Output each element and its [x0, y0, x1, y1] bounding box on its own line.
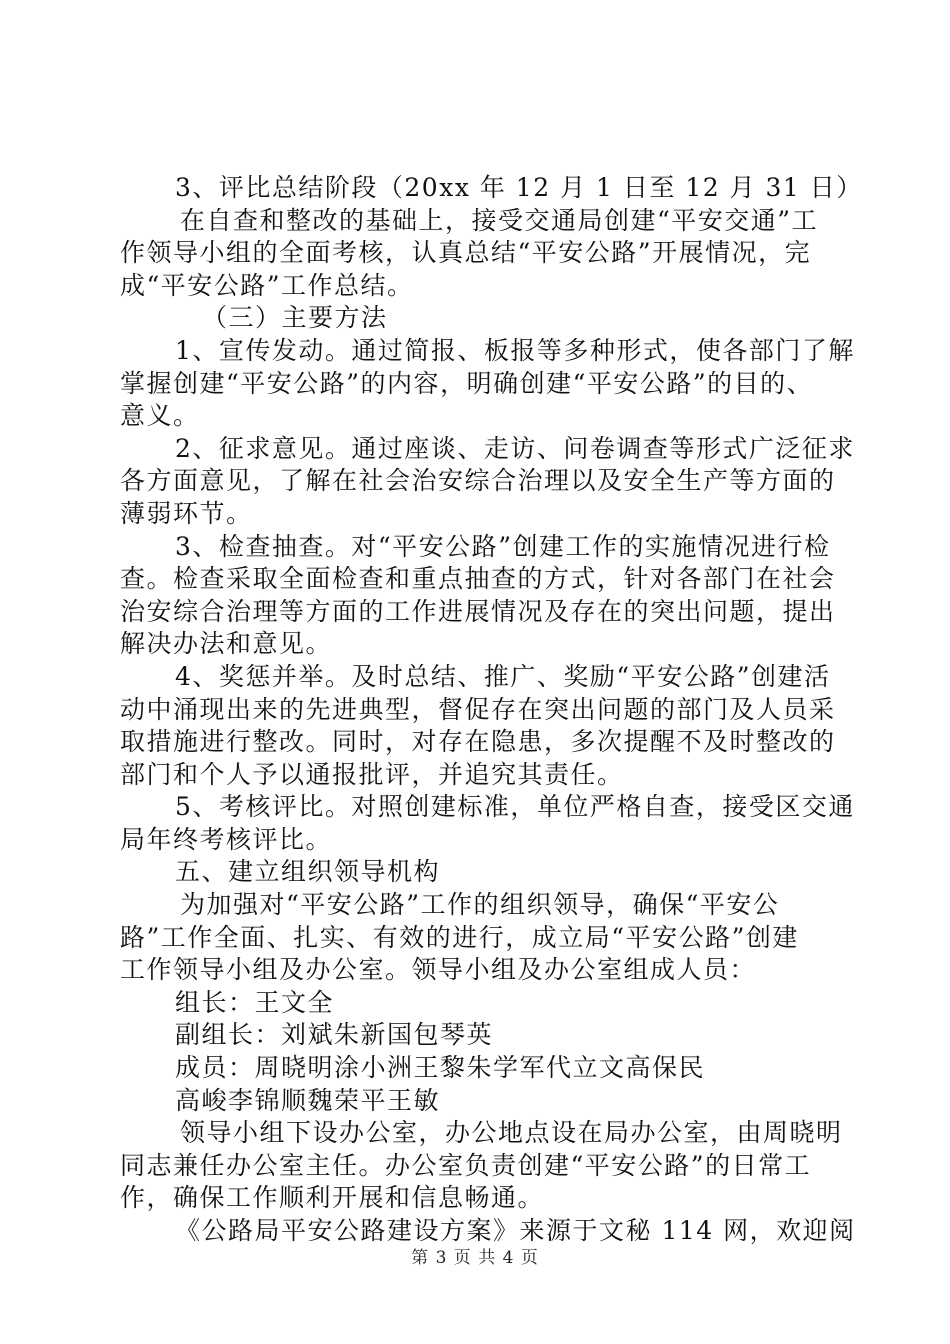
text-line: 3、评比总结阶段（20xx 年 12 月 1 日至 12 月 31 日）	[175, 173, 863, 202]
page-footer: 第 3 页 共 4 页	[411, 1248, 539, 1268]
text-line: 路”工作全面、扎实、有效的进行，成立局“平安公路”创建	[120, 922, 799, 952]
text-line: 在自查和整改的基础上，接受交通局创建“平安交通”工	[180, 205, 819, 235]
text-line: 解决办法和意见。	[120, 629, 333, 659]
text-line: 作领导小组的全面考核，认真总结“平安公路”开展情况，完	[120, 238, 812, 268]
text-line: 动中涌现出来的先进典型，督促存在突出问题的部门及人员采	[120, 694, 836, 724]
text-line: 成“平安公路”工作总结。	[120, 270, 414, 300]
text-line: 高峻李锦顺魏荣平王敏	[175, 1085, 441, 1115]
text-line: 部门和个人予以通报批评，并追究其责任。	[120, 759, 624, 789]
text-line: 五、建立组织领导机构	[175, 857, 441, 887]
text-line: 5、考核评比。对照创建标准，单位严格自查，接受区交通	[175, 792, 855, 822]
text-line: 3、检查抽查。对“平安公路”创建工作的实施情况进行检	[175, 531, 831, 561]
text-line: 同志兼任办公室主任。办公室负责创建“平安公路”的日常工	[120, 1150, 812, 1180]
text-line: 2、征求意见。通过座谈、走访、问卷调查等形式广泛征求	[175, 433, 855, 463]
text-line: 掌握创建“平安公路”的内容，明确创建“平安公路”的目的、	[120, 368, 814, 398]
text-line: 组长：王文全	[175, 987, 335, 1017]
text-line: 1、宣传发动。通过简报、板报等多种形式，使各部门了解	[175, 335, 855, 365]
document-body	[120, 172, 863, 1248]
text-line: 薄弱环节。	[120, 498, 253, 528]
text-line: 4、奖惩并举。及时总结、推广、奖励“平安公路”创建活	[175, 661, 831, 691]
text-line: 治安综合治理等方面的工作进展情况及存在的突出问题，提出	[120, 596, 836, 626]
text-line: 各方面意见，了解在社会治安综合治理以及安全生产等方面的	[120, 466, 836, 496]
text-line: 查。检查采取全面检查和重点抽查的方式，针对各部门在社会	[120, 564, 836, 594]
text-line: 作，确保工作顺利开展和信息畅通。	[120, 1183, 545, 1213]
text-line: 取措施进行整改。同时，对存在隐患，多次提醒不及时整改的	[120, 727, 836, 757]
text-line: 副组长：刘斌朱新国包琴英	[175, 1020, 494, 1050]
text-line: 为加强对“平安公路”工作的组织领导，确保“平安公	[180, 890, 780, 920]
text-line: 领导小组下设办公室，办公地点设在局办公室，由周晓明	[180, 1118, 843, 1148]
text-line: 意义。	[120, 401, 200, 431]
text-line: 成员：周晓明涂小洲王黎朱学军代立文高保民	[175, 1053, 706, 1083]
text-line: （三）主要方法	[202, 303, 388, 333]
text-line: 局年终考核评比。	[120, 824, 333, 854]
text-line: 工作领导小组及办公室。领导小组及办公室组成人员：	[120, 955, 757, 985]
text-line: 《公路局平安公路建设方案》来源于文秘 114 网，欢迎阅	[175, 1216, 856, 1245]
